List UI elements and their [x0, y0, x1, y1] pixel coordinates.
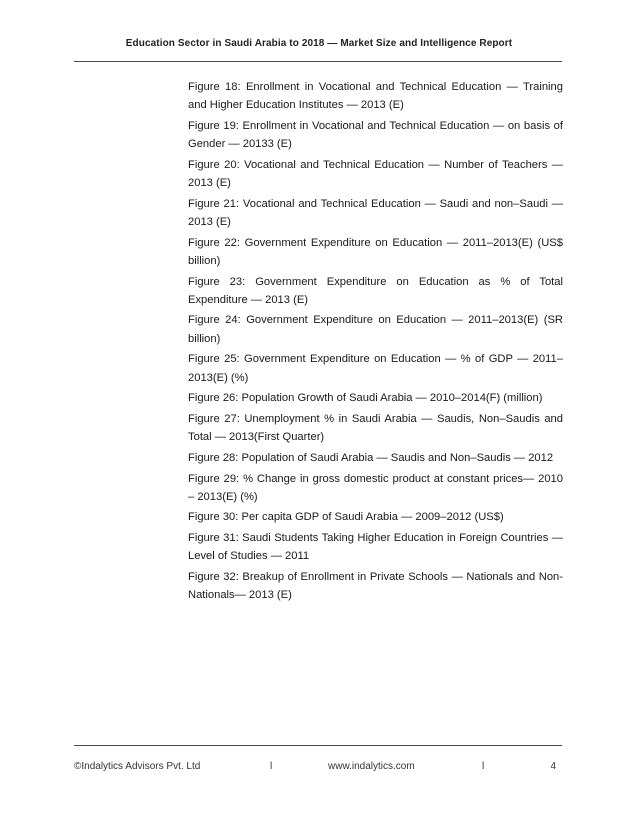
- figure-entry-21: Figure 21: Vocational and Technical Education — Saudi and non–Saudi — 2013 (E): [188, 197, 563, 228]
- footer-copyright: ©Indalytics Advisors Pvt. Ltd: [74, 761, 201, 772]
- figure-entry-18: Figure 18: Enrollment in Vocational and Technical Education — Training and Higher Education Institutes — 2013 (E): [188, 81, 563, 112]
- header-divider: [74, 61, 562, 62]
- figure-entry-25: Figure 25: Government Expenditure on Education — % of GDP — 2011–2013(E) (%): [188, 353, 563, 384]
- figure-entry-30: Figure 30: Per capita GDP of Saudi Arabia — 2009–2012 (US$): [188, 511, 504, 524]
- figure-entry-31: Figure 31: Saudi Students Taking Higher Education in Foreign Countries — Level of Studies — 2011: [188, 532, 563, 563]
- footer-divider: [74, 745, 562, 746]
- figure-entry-27: Figure 27: Unemployment % in Saudi Arabia — Saudis, Non–Saudis and Total — 2013(First Quarter): [188, 412, 563, 444]
- figure-entry-29: Figure 29: % Change in gross domestic product at constant prices— 2010 – 2013(E) (%): [188, 472, 563, 503]
- figure-entry-22: Figure 22: Government Expenditure on Education — 2011–2013(E) (US$ billion): [188, 236, 563, 267]
- footer-website: www.indalytics.com: [328, 761, 415, 772]
- figure-entry-20: Figure 20: Vocational and Technical Education — Number of Teachers — 2013 (E): [188, 158, 563, 190]
- running-header-title: Education Sector in Saudi Arabia to 2018 — Market Size and Intelligence Report: [125, 38, 513, 49]
- footer-separator: l: [270, 761, 273, 772]
- figure-entry-28: Figure 28: Population of Saudi Arabia — Saudis and Non–Saudis — 2012: [188, 451, 554, 464]
- figure-entry-26: Figure 26: Population Growth of Saudi Arabia — 2010–2014(F) (million): [188, 392, 543, 405]
- figure-entry-24: Figure 24: Government Expenditure on Education — 2011–2013(E) (SR billion): [188, 314, 563, 345]
- footer-page-number: 4: [550, 761, 556, 772]
- page-footer: [74, 761, 562, 775]
- list-of-figures: [188, 78, 563, 607]
- footer-separator: l: [482, 761, 485, 772]
- figure-entry-19: Figure 19: Enrollment in Vocational and Technical Education — on basis of Gender — 20133 (E): [188, 119, 563, 151]
- figure-entry-32: Figure 32: Breakup of Enrollment in Private Schools — Nationals and Non-Nationals— 2013 (E): [188, 571, 563, 602]
- figure-entry-23: Figure 23: Government Expenditure on Education as % of Total Expenditure — 2013 (E): [188, 275, 563, 306]
